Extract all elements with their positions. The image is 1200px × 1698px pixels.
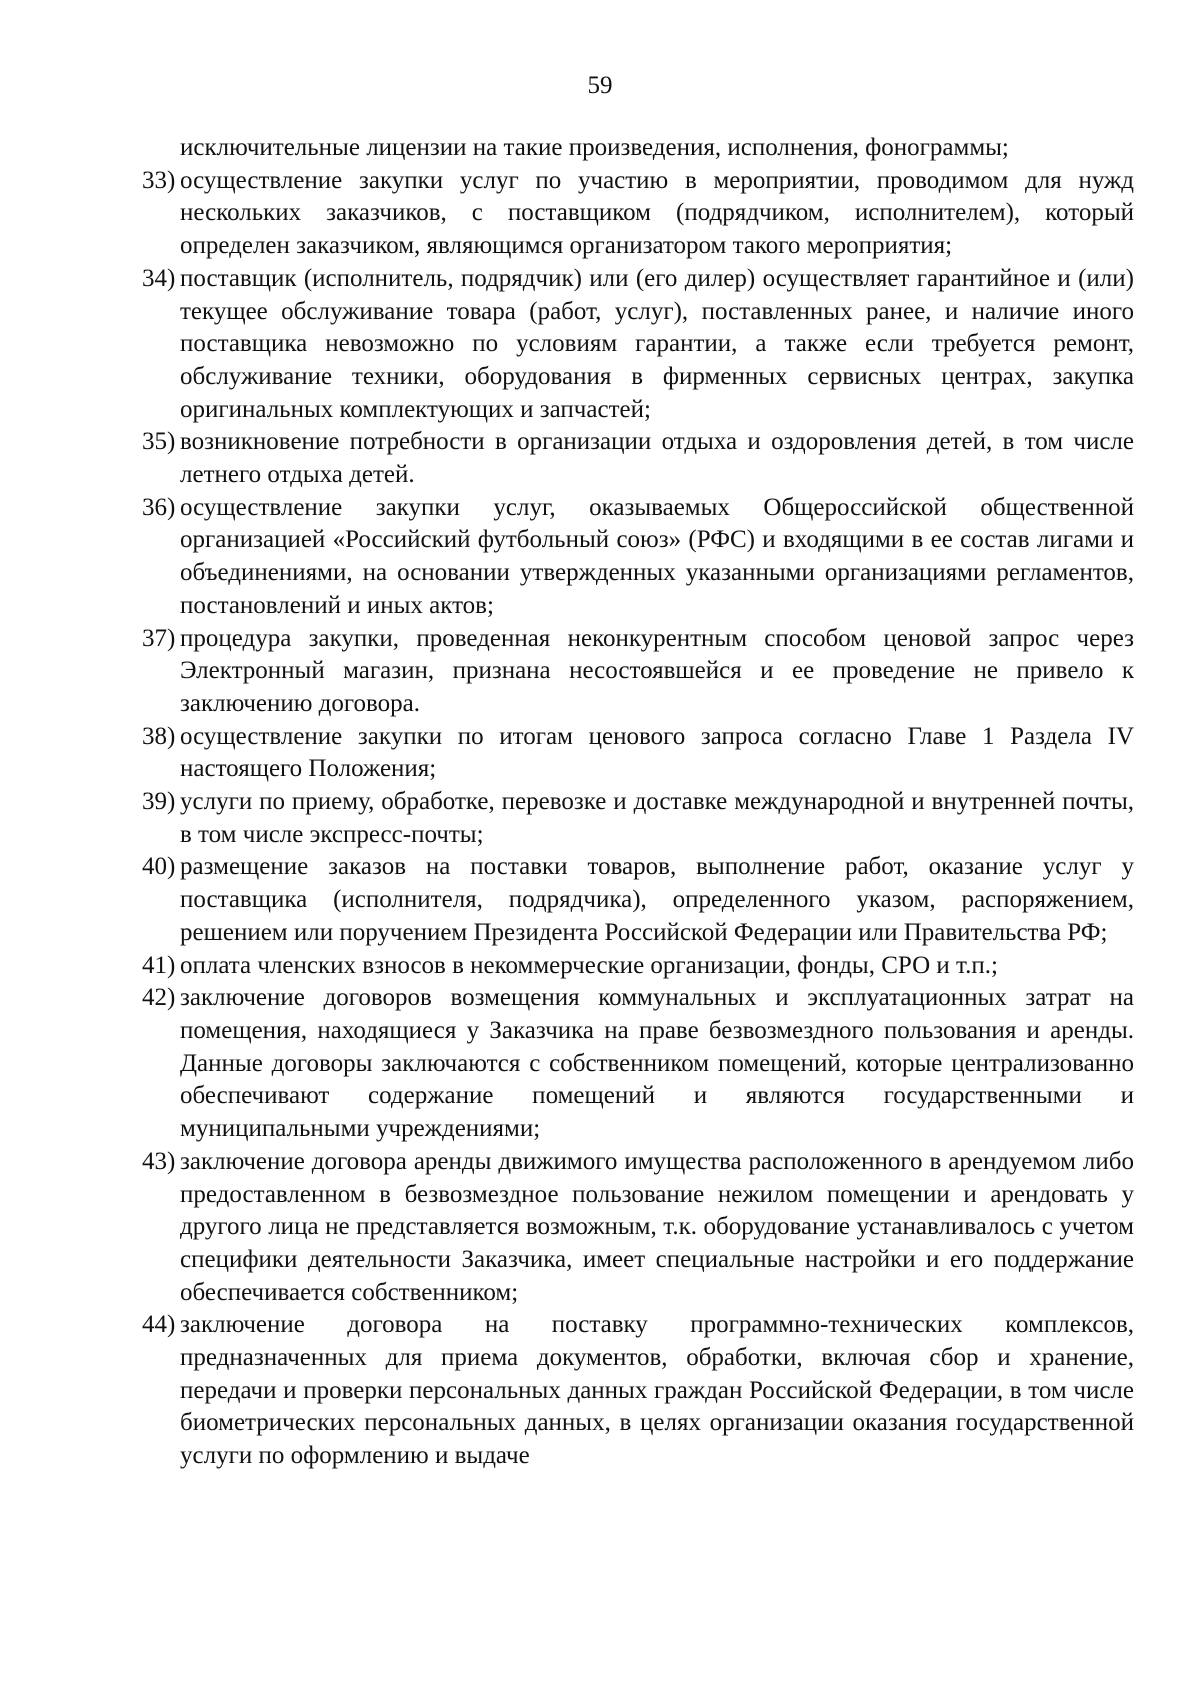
list-item-number: 37) bbox=[142, 624, 176, 652]
list-item-33 bbox=[142, 165, 1134, 263]
list-item-number: 39) bbox=[142, 788, 176, 816]
list-item-text: заключение договора аренды движимого имущества расположенного в арендуемом либо предоставленном в безвозмездное пользование нежилом помещении и арендовать у другого лица не представляется возможным, т.к. оборудование устанавливалось с учетом специфики деятельности Заказчика, имеет специальные настройки и его поддержание обеспечивается собственником; bbox=[180, 1147, 1134, 1306]
list-item-number: 41) bbox=[142, 951, 176, 979]
list-item-number: 38) bbox=[142, 722, 176, 750]
list-item-text: осуществление закупки услуг по участию в мероприятии, проводимом для нужд нескольких заказчиков, с поставщиком (подрядчиком, исполнителем), который определен заказчиком, являющимся организатором такого мероприятия; bbox=[180, 166, 1134, 260]
list-item-number: 40) bbox=[142, 853, 176, 881]
list-item-number: 43) bbox=[142, 1147, 176, 1175]
list-item-36 bbox=[142, 492, 1134, 623]
list-item-42 bbox=[142, 982, 1134, 1146]
list-item-number: 33) bbox=[142, 166, 176, 194]
list-item-text: оплата членских взносов в некоммерческие организации, фонды, СРО и т.п.; bbox=[180, 951, 998, 979]
list-item-number: 36) bbox=[142, 493, 176, 521]
list-item-text: заключение договоров возмещения коммунальных и эксплуатационных затрат на помещения, находящиеся у Заказчика на праве безвозмездного пользования и аренды. Данные договоры заключаются с собственником помещений, которые централизованно обеспечивают содержание помещений и являются государственными и муниципальными учреждениями; bbox=[180, 984, 1134, 1143]
list-item-text: заключение договора на поставку программно-технических комплексов, предназначенных для приема документов, обработки, включая сбор и хранение, передачи и проверки персональных данных граждан Российской Федерации, в том числе биометрических персональных данных, в целях организации оказания государственной услуги по оформлению и выдаче bbox=[180, 1311, 1134, 1470]
document-content bbox=[142, 132, 1134, 1473]
list-item-40 bbox=[142, 851, 1134, 949]
list-item-text: осуществление закупки услуг, оказываемых Общероссийской общественной организацией «Российский футбольный союз» (РФС) и входящими в ее состав лигами и объединениями, на основании утвержденных указанными организациями регламентов, постановлений и иных актов; bbox=[180, 493, 1134, 619]
list-item-text: размещение заказов на поставки товаров, выполнение работ, оказание услуг у поставщика (исполнителя, подрядчика), определенного указом, распоряжением, решением или поручением Президента Российской Федерации или Правительства РФ; bbox=[180, 853, 1134, 946]
list-item-34 bbox=[142, 263, 1134, 427]
list-item-text: осуществление закупки по итогам ценового запроса согласно Главе 1 Раздела IV настоящего Положения; bbox=[180, 722, 1134, 783]
list-item-44 bbox=[142, 1309, 1134, 1473]
list-item-number: 35) bbox=[142, 428, 176, 456]
list-item-38 bbox=[142, 721, 1134, 786]
list-item-43 bbox=[142, 1146, 1134, 1310]
list-item-text: процедура закупки, проведенная неконкурентным способом ценовой запрос через Электронный магазин, признана несостоявшейся и ее проведение не привело к заключению договора. bbox=[180, 624, 1134, 717]
list-item-39 bbox=[142, 786, 1134, 851]
list-item-number: 44) bbox=[142, 1311, 176, 1339]
lead-paragraph: исключительные лицензии на такие произведения, исполнения, фонограммы; bbox=[180, 134, 1009, 161]
page-number: 59 bbox=[587, 72, 613, 99]
list-item-35 bbox=[142, 426, 1134, 491]
list-item-number: 42) bbox=[142, 984, 176, 1012]
list-item-37 bbox=[142, 623, 1134, 721]
list-item-41 bbox=[142, 950, 1134, 983]
list-item-number: 34) bbox=[142, 264, 176, 292]
list-item-text: возникновение потребности в организации отдыха и оздоровления детей, в том числе летнего отдыха детей. bbox=[180, 428, 1134, 489]
list-item-text: услуги по приему, обработке, перевозке и доставке международной и внутренней почты, в том числе экспресс-почты; bbox=[180, 788, 1134, 848]
list-item-text: поставщик (исполнитель, подрядчик) или (его дилер) осуществляет гарантийное и (или) текущее обслуживание товара (работ, услуг), поставленных ранее, и наличие иного поставщика невозможно по условиям гарантии, а также если требуется ремонт, обслуживание техники, оборудования в фирменных сервисных центрах, закупка оригинальных комплектующих и запчастей; bbox=[180, 264, 1134, 423]
